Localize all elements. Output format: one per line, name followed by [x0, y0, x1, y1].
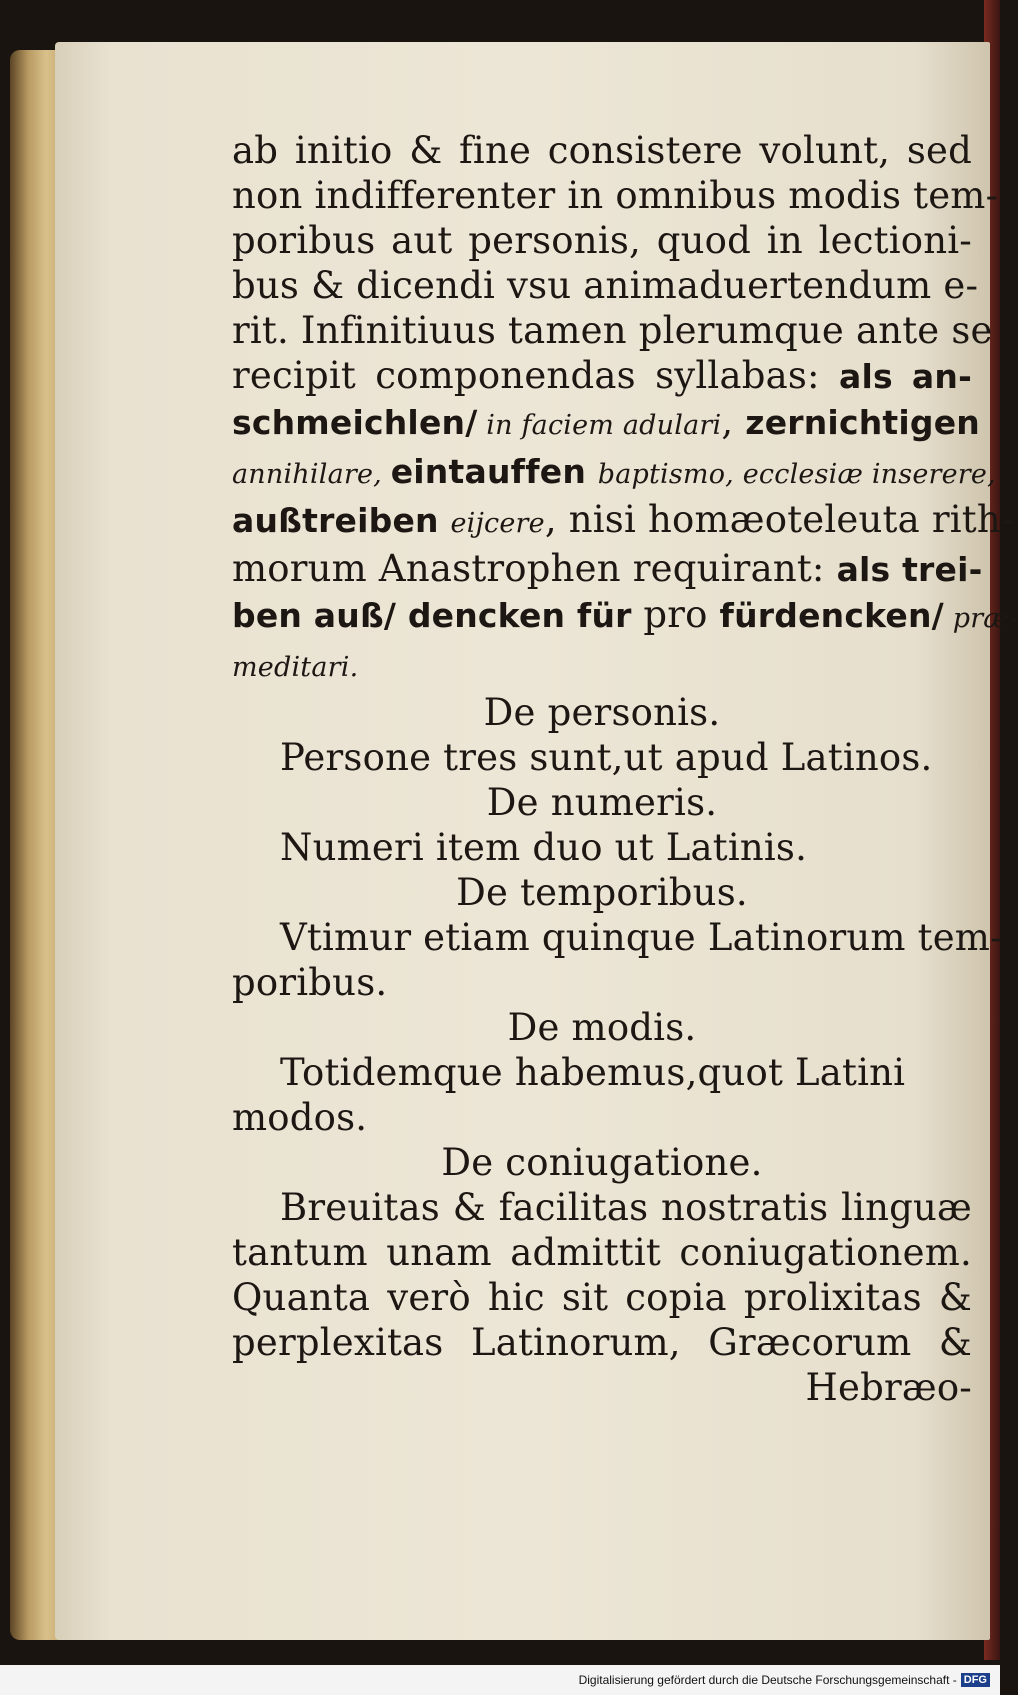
- text-fragment: ab initio & fine consistere volunt, sed: [232, 129, 972, 172]
- text-fragment: außtreiben: [232, 501, 451, 540]
- text-fragment: De coniugatione.: [441, 1141, 763, 1184]
- text-fragment: pro: [643, 593, 720, 636]
- text-line: [232, 546, 983, 592]
- text-line: [232, 218, 972, 263]
- text-line: [232, 308, 993, 353]
- text-fragment: eintauffen: [390, 452, 598, 491]
- text-fragment: modos.: [232, 1096, 368, 1139]
- text-fragment: fürdencken/: [719, 596, 944, 635]
- text-line: [232, 690, 972, 735]
- text-fragment: als trei-: [836, 550, 983, 589]
- text-fragment: , nisi homæoteleuta rith-: [544, 498, 1014, 541]
- text-fragment: schmeichlen/: [232, 403, 478, 442]
- text-line: [232, 825, 972, 870]
- text-fragment: tantum unam admittit coniugationem.: [232, 1231, 972, 1274]
- text-fragment: Persone tres sunt,ut apud Latinos.: [280, 736, 933, 779]
- text-fragment: als an-: [839, 357, 972, 396]
- dfg-logo: DFG: [961, 1673, 990, 1687]
- text-line: [232, 1185, 972, 1230]
- text-line: [232, 960, 972, 1005]
- text-fragment: præ-: [943, 603, 1018, 634]
- text-line: [232, 448, 996, 497]
- text-fragment: ben auß/ dencken für: [232, 596, 644, 635]
- text-fragment: eijcere: [450, 508, 545, 539]
- text-line: [232, 173, 999, 218]
- text-fragment: zernichtigen: [745, 403, 980, 442]
- text-line: [232, 870, 972, 915]
- text-fragment: rit. Infinitiuus tamen plerumque ante se: [232, 309, 993, 352]
- text-line: [232, 263, 979, 308]
- text-line: [232, 353, 972, 399]
- text-fragment: ,: [721, 400, 746, 443]
- text-line: [232, 641, 972, 690]
- footer-credit: Digitalisierung gefördert durch die Deutsche Forschungsgemeinschaft -: [578, 1673, 957, 1687]
- text-fragment: De personis.: [483, 691, 721, 734]
- text-fragment: bus & dicendi vsu animaduertendum e-: [232, 264, 979, 307]
- text-fragment: Totidemque habemus,quot Latini: [280, 1051, 906, 1094]
- text-line: [232, 915, 1003, 960]
- text-fragment: perplexitas Latinorum, Græcorum &: [232, 1321, 972, 1364]
- text-line: [232, 1005, 972, 1050]
- text-fragment: Breuitas & facilitas nostratis linguæ: [280, 1186, 972, 1229]
- text-fragment: annihilare,: [232, 459, 391, 490]
- text-line: [232, 1140, 972, 1185]
- page-text: [232, 128, 1018, 1410]
- text-fragment: Quanta verò hic sit copia prolixitas &: [232, 1276, 972, 1319]
- text-fragment: Hebræo-: [805, 1366, 972, 1409]
- text-fragment: poribus aut personis, quod in lectioni-: [232, 219, 972, 262]
- text-fragment: poribus.: [232, 961, 388, 1004]
- text-fragment: non indifferenter in omnibus modis tem-: [232, 174, 999, 217]
- text-fragment: baptismo, ecclesiæ inserere,: [597, 459, 996, 490]
- text-fragment: in faciem adulari: [477, 410, 722, 441]
- text-fragment: recipit componendas syllabas:: [232, 354, 840, 397]
- text-fragment: Vtimur etiam quinque Latinorum tem-: [280, 916, 1003, 959]
- text-fragment: De numeris.: [486, 781, 718, 824]
- text-line: [232, 1365, 972, 1410]
- text-line: [232, 1230, 972, 1275]
- text-line: [232, 1275, 972, 1320]
- text-fragment: morum Anastrophen requirant:: [232, 547, 837, 590]
- text-fragment: De temporibus.: [456, 871, 748, 914]
- text-line: [232, 497, 1014, 546]
- text-fragment: Numeri item duo ut Latinis.: [280, 826, 808, 869]
- text-line: [232, 1050, 972, 1095]
- footer-bar: [0, 1665, 1000, 1695]
- text-fragment: meditari.: [232, 652, 359, 683]
- text-line: [232, 735, 972, 780]
- text-line: [232, 1320, 972, 1365]
- text-line: [232, 780, 972, 825]
- text-fragment: De modis.: [507, 1006, 697, 1049]
- text-line: [232, 128, 972, 173]
- text-line: [232, 1095, 972, 1140]
- text-line: [232, 592, 1018, 641]
- text-line: [232, 399, 980, 448]
